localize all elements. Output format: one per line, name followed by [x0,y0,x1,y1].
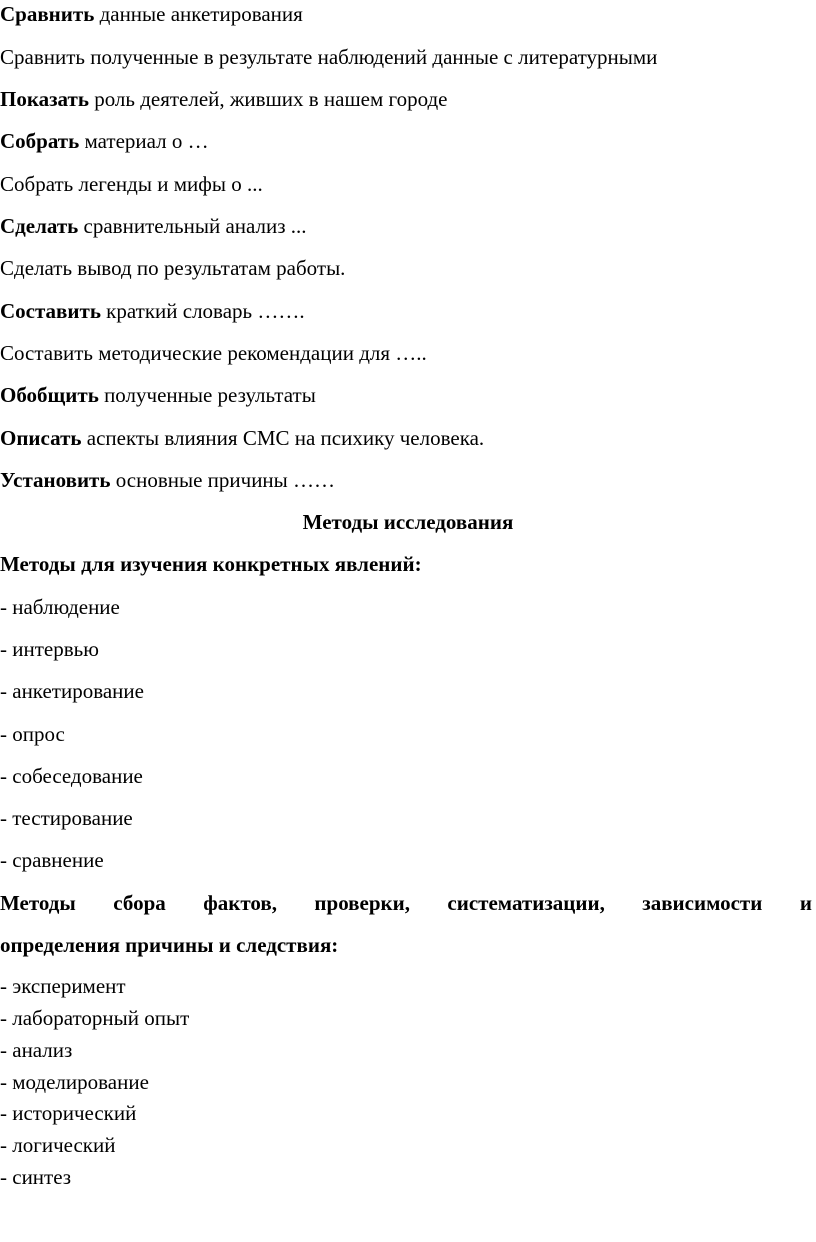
goal-line: Описать аспекты влияния СМС на психику человека. [0,426,485,450]
method-item: - сравнение [0,848,104,872]
method-item: - интервью [0,637,99,661]
method-item: - наблюдение [0,595,120,619]
section-title: Методы исследования [302,510,514,534]
method-item: - анализ [0,1038,73,1062]
methods-group-heading: Методы для изучения конкретных явлений: [0,552,422,576]
method-item: - собеседование [0,764,143,788]
methods-group-heading-line2: определения причины и следствия: [0,933,339,957]
method-item: - лабораторный опыт [0,1006,190,1030]
methods-group-heading-line1: Методы сбора фактов, проверки, систематизации, зависимости и [0,891,812,915]
goal-line: Обобщить полученные результаты [0,383,316,407]
goal-line: Сделать вывод по результатам работы. [0,256,346,280]
method-item: - моделирование [0,1070,149,1094]
method-item: - опрос [0,722,65,746]
method-item: - тестирование [0,806,133,830]
goal-line: Сравнить полученные в результате наблюдений данные с литературными [0,45,658,69]
goal-line: Показать роль деятелей, живших в нашем городе [0,87,448,111]
method-item: - логический [0,1133,116,1157]
goal-line: Сравнить данные анкетирования [0,2,303,26]
goal-line: Сделать сравнительный анализ ... [0,214,307,238]
goal-line: Установить основные причины …… [0,468,336,492]
goal-line: Составить краткий словарь ……. [0,299,305,323]
method-item: - исторический [0,1101,137,1125]
method-item: - эксперимент [0,974,126,998]
goal-line: Собрать материал о … [0,129,209,153]
goal-line: Собрать легенды и мифы о ... [0,172,263,196]
method-item: - синтез [0,1165,72,1189]
goal-line: Составить методические рекомендации для ….. [0,341,427,365]
method-item: - анкетирование [0,679,144,703]
